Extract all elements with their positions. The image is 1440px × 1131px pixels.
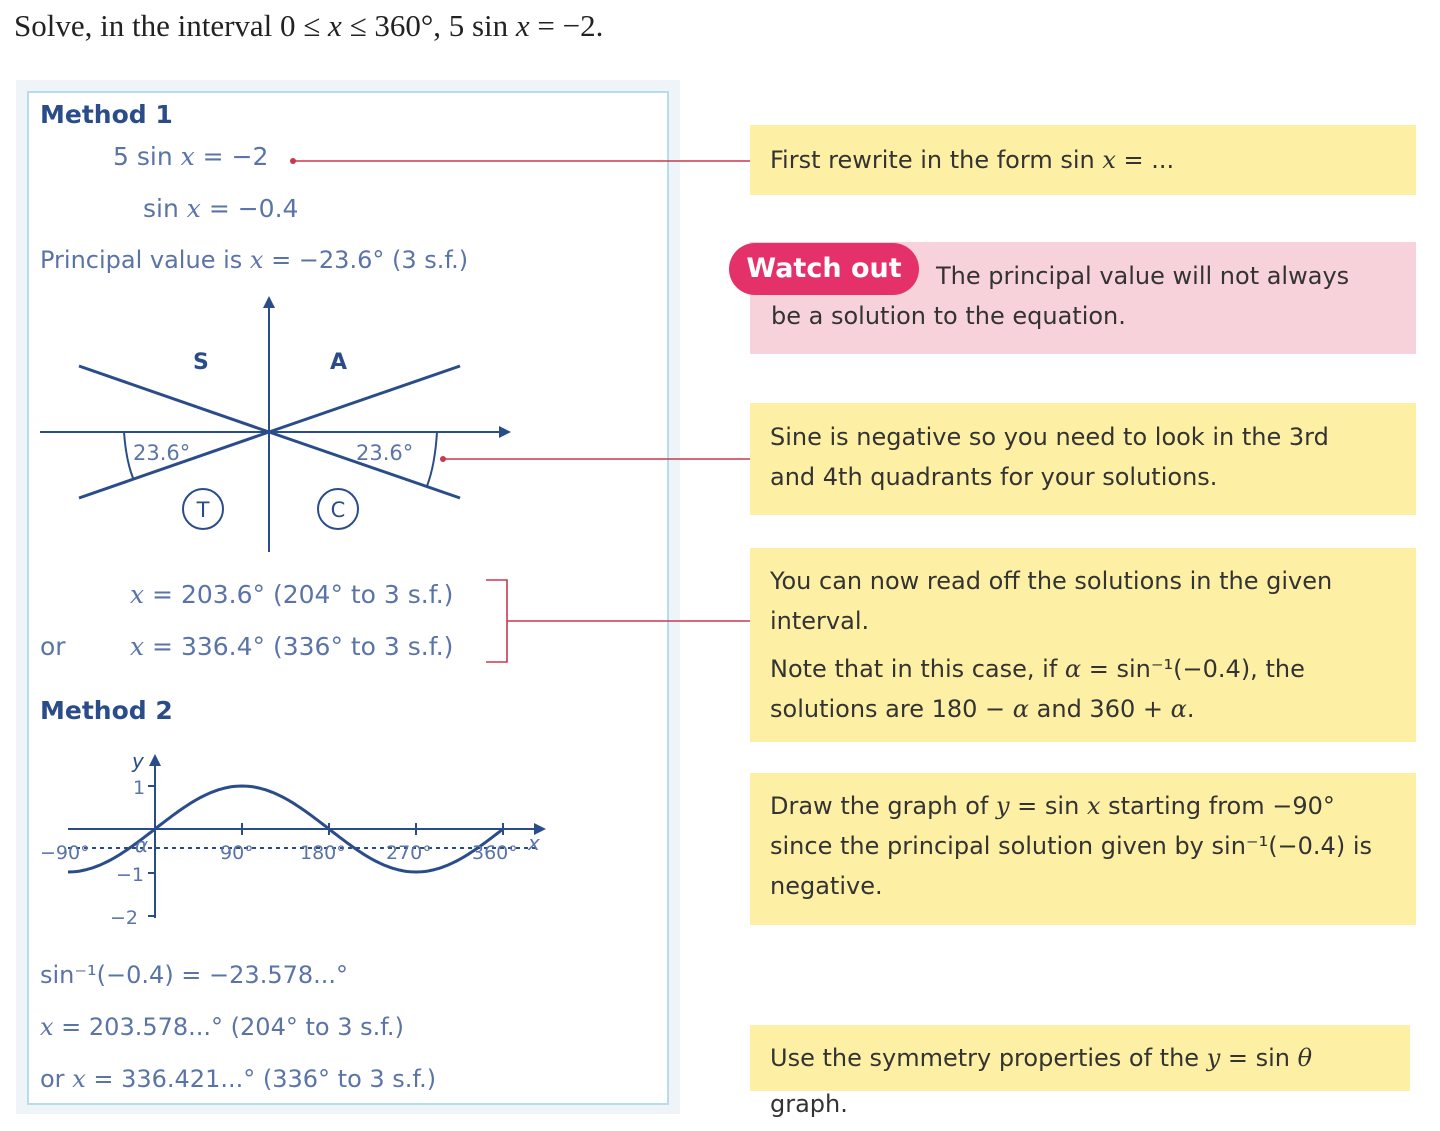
y-tick-label-minus1: −1 [116,864,145,886]
quadrant-label-a: A [330,350,348,375]
method1-title: Method 1 [40,100,173,129]
note-symmetry: Use the symmetry properties of the y = sin θ graph. [750,1025,1410,1091]
note-rewrite: First rewrite in the form sin x = ... [750,125,1416,195]
quadrant-label-c: C [330,498,346,522]
cast-radius-s [79,366,269,432]
angle-label-right: 23.6° [356,441,414,465]
method2-line1: sin⁻¹(−0.4) = −23.578...° [40,961,349,989]
solutions-bracket [486,580,507,662]
quadrant-label-s: S [193,350,209,375]
leader-lines [290,158,750,662]
y-tick-label-1: 1 [133,777,146,799]
method1-solution1: x = 203.6° (204° to 3 s.f.) [130,580,454,609]
x-tick-label-180: 180° [300,842,346,864]
method1-line1: 5 sin x = −2 [113,142,269,171]
graph-x-label: x [528,831,540,855]
cast-diagram [40,302,505,552]
cast-radius-a [269,366,460,432]
watch-out-badge: Watch out [729,243,919,295]
watch-out-line2: be a solution to the equation. [771,302,1126,330]
angle-label-left: 23.6° [133,441,191,465]
x-tick-label-360: 360° [472,842,518,864]
sine-graph [40,749,540,929]
method2-line2: x = 203.578...° (204° to 3 s.f.) [40,1013,404,1041]
alpha-label: α [135,833,149,857]
quadrant-label-t: T [196,498,210,522]
leader-dot-rewrite [290,158,296,164]
method1-line2: sin x = −0.4 [143,194,299,223]
method1-line3: Principal value is x = −23.6° (3 s.f.) [40,246,469,274]
method2-title: Method 2 [40,696,173,725]
graph-y-label: y [132,749,144,773]
x-tick-label-90: 90° [220,842,254,864]
note-quadrants: Sine is negative so you need to look in the 3rd and 4th quadrants for your solutions. [750,403,1416,515]
y-tick-label-minus2: −2 [110,907,139,929]
method1-or-label: or [40,632,66,661]
note-read-off: You can now read off the solutions in the given interval. Note that in this case, if α = sin⁻¹(−0.4), the solutions are 180 − α and 360 + α. [750,548,1416,742]
angle-arc-right [427,432,437,486]
x-tick-label-270: 270° [386,842,432,864]
leader-dot-quadrants [440,456,446,462]
angle-arc-left [124,432,133,478]
watch-out-line1: The principal value will not always [936,262,1350,290]
method2-line3: or x = 336.421...° (336° to 3 s.f.) [40,1065,437,1093]
note-draw-graph: Draw the graph of y = sin x starting from −90° since the principal solution given by sin⁻¹(−0.4) is negative. [750,773,1416,925]
question-text: Solve, in the interval 0 ≤ x ≤ 360°, 5 sin x = −2. [14,8,604,43]
x-tick-label-minus90: −90° [40,842,90,864]
method1-solution2: x = 336.4° (336° to 3 s.f.) [130,632,454,661]
